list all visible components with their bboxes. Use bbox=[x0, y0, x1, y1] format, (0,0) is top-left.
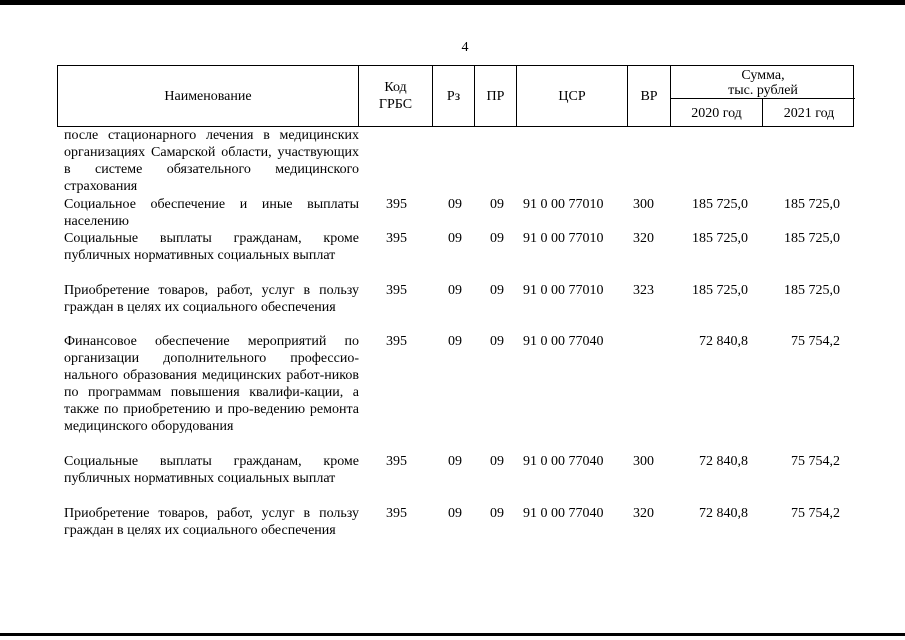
row-name: Социальное обеспечение и иные выплаты населению bbox=[64, 197, 359, 229]
row-value-2021: 75 754,2 bbox=[791, 334, 840, 349]
row-pr: 09 bbox=[490, 197, 504, 212]
row-csr: 91 0 00 77040 bbox=[523, 506, 604, 521]
row-pr: 09 bbox=[490, 334, 504, 349]
row-kod: 395 bbox=[386, 506, 407, 521]
header-rz: Рз bbox=[433, 66, 475, 126]
row-value-2020: 185 725,0 bbox=[692, 283, 748, 298]
row-value-2020: 185 725,0 bbox=[692, 197, 748, 212]
row-kod: 395 bbox=[386, 334, 407, 349]
header-sum-line2: тыс. рублей bbox=[728, 83, 798, 98]
top-border bbox=[0, 0, 905, 5]
row-csr: 91 0 00 77010 bbox=[523, 283, 604, 298]
page-number: 4 bbox=[461, 40, 469, 55]
row-kod: 395 bbox=[386, 283, 407, 298]
row-name: Финансовое обеспечение мероприятий по организации дополнительного профессио-нального образования медицинских работ-ников по программам повышения квалифи-кации, а также по приобретению и про-ведению ремонта медицинского оборудования bbox=[64, 334, 359, 434]
header-pr: ПР bbox=[475, 66, 517, 126]
row-pr: 09 bbox=[490, 506, 504, 521]
bottom-border bbox=[0, 633, 905, 636]
row-rz: 09 bbox=[448, 454, 462, 469]
header-kod-line1: Код bbox=[384, 80, 407, 95]
table-header bbox=[57, 65, 854, 127]
row-rz: 09 bbox=[448, 506, 462, 521]
row-value-2020: 185 725,0 bbox=[692, 231, 748, 246]
row-kod: 395 bbox=[386, 454, 407, 469]
row-name: Приобретение товаров, работ, услуг в пользу граждан в целях их социального обеспечения bbox=[64, 506, 359, 538]
row-rz: 09 bbox=[448, 283, 462, 298]
row-value-2021: 185 725,0 bbox=[784, 231, 840, 246]
header-sum bbox=[671, 66, 855, 126]
row-pr: 09 bbox=[490, 231, 504, 246]
row-vr: 300 bbox=[633, 454, 654, 469]
row-csr: 91 0 00 77040 bbox=[523, 334, 604, 349]
row-value-2020: 72 840,8 bbox=[699, 334, 748, 349]
row-csr: 91 0 00 77040 bbox=[523, 454, 604, 469]
row-vr: 320 bbox=[633, 231, 654, 246]
row-csr: 91 0 00 77010 bbox=[523, 197, 604, 212]
row-rz: 09 bbox=[448, 197, 462, 212]
header-sum-title bbox=[671, 68, 855, 98]
row-name: Социальные выплаты гражданам, кроме публичных нормативных социальных выплат bbox=[64, 231, 359, 263]
row-kod: 395 bbox=[386, 197, 407, 212]
row-value-2020: 72 840,8 bbox=[699, 506, 748, 521]
row-name: Приобретение товаров, работ, услуг в пользу граждан в целях их социального обеспечения bbox=[64, 283, 359, 315]
row-kod: 395 bbox=[386, 231, 407, 246]
header-year-2020: 2020 год bbox=[671, 98, 763, 127]
row-name: Социальные выплаты гражданам, кроме публичных нормативных социальных выплат bbox=[64, 454, 359, 486]
header-year-2021: 2021 год bbox=[763, 98, 855, 127]
header-kod bbox=[359, 66, 433, 126]
row-value-2021: 185 725,0 bbox=[784, 197, 840, 212]
row-vr: 323 bbox=[633, 283, 654, 298]
row-pr: 09 bbox=[490, 454, 504, 469]
row-vr: 320 bbox=[633, 506, 654, 521]
header-vr: ВР bbox=[628, 66, 671, 126]
row-name: после стационарного лечения в медицинских организациях Самарской области, участвующих в системе обязательного медицинского страхования bbox=[64, 128, 359, 194]
row-csr: 91 0 00 77010 bbox=[523, 231, 604, 246]
row-rz: 09 bbox=[448, 231, 462, 246]
row-value-2021: 75 754,2 bbox=[791, 454, 840, 469]
header-csr: ЦСР bbox=[517, 66, 628, 126]
row-value-2021: 75 754,2 bbox=[791, 506, 840, 521]
row-rz: 09 bbox=[448, 334, 462, 349]
header-name: Наименование bbox=[58, 66, 359, 126]
row-pr: 09 bbox=[490, 283, 504, 298]
header-kod-line2: ГРБС bbox=[378, 97, 413, 112]
row-value-2021: 185 725,0 bbox=[784, 283, 840, 298]
row-vr: 300 bbox=[633, 197, 654, 212]
header-sum-line1: Сумма, bbox=[741, 68, 785, 83]
row-value-2020: 72 840,8 bbox=[699, 454, 748, 469]
